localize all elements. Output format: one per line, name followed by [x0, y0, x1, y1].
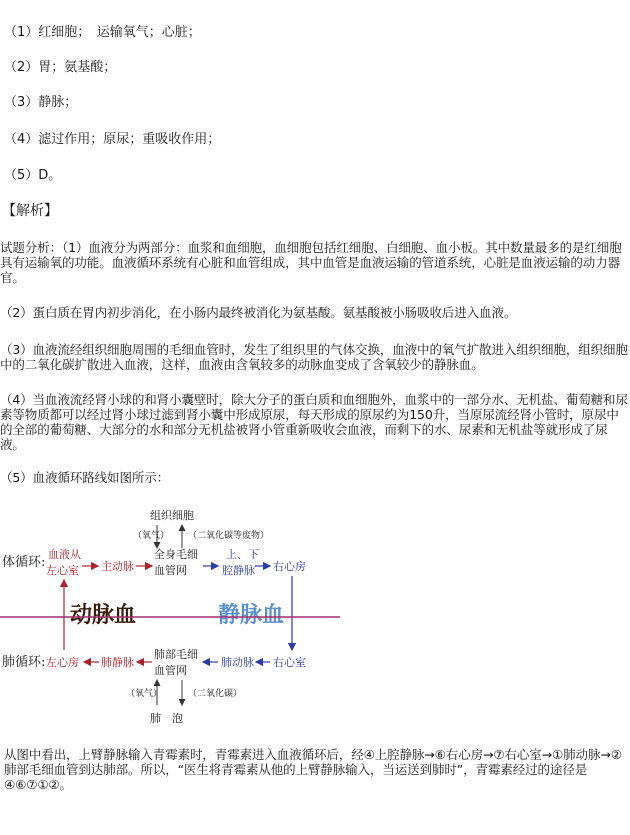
- answer-4: （4）滤过作用；原尿；重吸收作用；: [4, 132, 221, 147]
- conclusion-paragraph: 从图中看出，上臂静脉输入青霉素时，青霉素进入血液循环后，经④上腔静脉→⑥右心房→⑦右心室→①肺动脉→②肺部毛细血管到达肺部。所以，“医生将青霉素从他的上臂静脉输入，当运送到肺时”，青霉素经过的途径是④⑥⑦①②。: [4, 747, 622, 792]
- lung-capillaries-bottom: 血管网: [154, 664, 187, 677]
- systemic-circulation-label: 体循环:: [2, 555, 46, 570]
- analysis-paragraph-3: （3）血液流经组织细胞周围的毛细血管时，发生了组织里的气体交换，血液中的氧气扩散进入组织细胞，组织细胞中的二氧化碳扩散进入血液，这样，血液由含氧较多的动脉血变成了含氧较少的静脉血。: [0, 342, 628, 372]
- pulmonary-vein-label: 肺静脉: [101, 656, 134, 669]
- body-capillaries-bottom: 血管网: [154, 564, 187, 577]
- oxygen-top-label: （氧气）: [133, 531, 170, 541]
- right-atrium-label: 右心房: [273, 560, 306, 573]
- co2-bottom-label: （二氧化碳）: [188, 689, 243, 699]
- body-capillaries-top: 全身毛细: [154, 548, 198, 561]
- left-ventricle-top: 血液从: [48, 548, 81, 561]
- analysis-paragraph-1: 试题分析：（1）血液分为两部分：血浆和血细胞，血细胞包括红细胞、白细胞、血小板。其中数量最多的是红细胞具有运输氧的功能。血液循环系统有心脏和血管组成，其中血管是血液运输的管道系统，心脏是血液运输的动力器官。: [0, 240, 622, 285]
- lung-capillaries-top: 肺部毛细: [154, 648, 198, 661]
- analysis-paragraph-4: （4）当血液流经肾小球的和肾小囊壁时，除大分子的蛋白质和血细胞外，血浆中的一部分水、无机盐、葡萄糖和尿素等物质都可以经过肾小球过滤到肾小囊中形成原尿，每天形成的原尿约为150升，当原尿流经肾小管时，原尿中的全部的葡萄糖、大部分的水和部分无机盐被肾小管重新吸收会血液，而剩下的水、尿素和无机盐等就形成了尿液。: [0, 392, 628, 452]
- alveoli-label: 肺 泡: [150, 712, 183, 725]
- right-ventricle-label: 右心室: [273, 656, 306, 669]
- pulmonary-artery-label: 肺动脉: [221, 656, 254, 669]
- vena-cava-bottom: 腔静脉: [222, 564, 255, 577]
- aorta-label: 主动脉: [101, 560, 134, 573]
- answer-5: （5）D。: [4, 168, 62, 183]
- arterial-blood-label: 动脉血: [70, 602, 137, 628]
- vena-cava-top: 上、下: [226, 548, 259, 561]
- oxygen-bottom-label: （氧气）: [126, 689, 163, 699]
- analysis-paragraph-5: （5）血液循环路线如图所示：: [0, 470, 170, 485]
- venous-blood-label: 静脉血: [218, 602, 285, 628]
- blood-circulation-diagram: [0, 500, 630, 735]
- co2-waste-label: （二氧化碳等废物）: [188, 531, 270, 541]
- tissue-cells-label: 组织细胞: [150, 509, 194, 522]
- analysis-heading: 【解析】: [2, 203, 58, 219]
- answer-1: （1）红细胞； 运输氧气；心脏；: [4, 25, 201, 40]
- analysis-paragraph-2: （2）蛋白质在胃内初步消化，在小肠内最终被消化为氨基酸。氨基酸被小肠吸收后进入血液。: [0, 305, 517, 320]
- left-atrium-label: 左心房: [46, 656, 79, 669]
- answer-3: （3）静脉；: [4, 95, 78, 110]
- left-ventricle-bottom: 左心室: [46, 564, 79, 577]
- answer-2: （2）胃；氨基酸；: [4, 60, 117, 75]
- pulmonary-circulation-label: 肺循环:: [2, 655, 46, 670]
